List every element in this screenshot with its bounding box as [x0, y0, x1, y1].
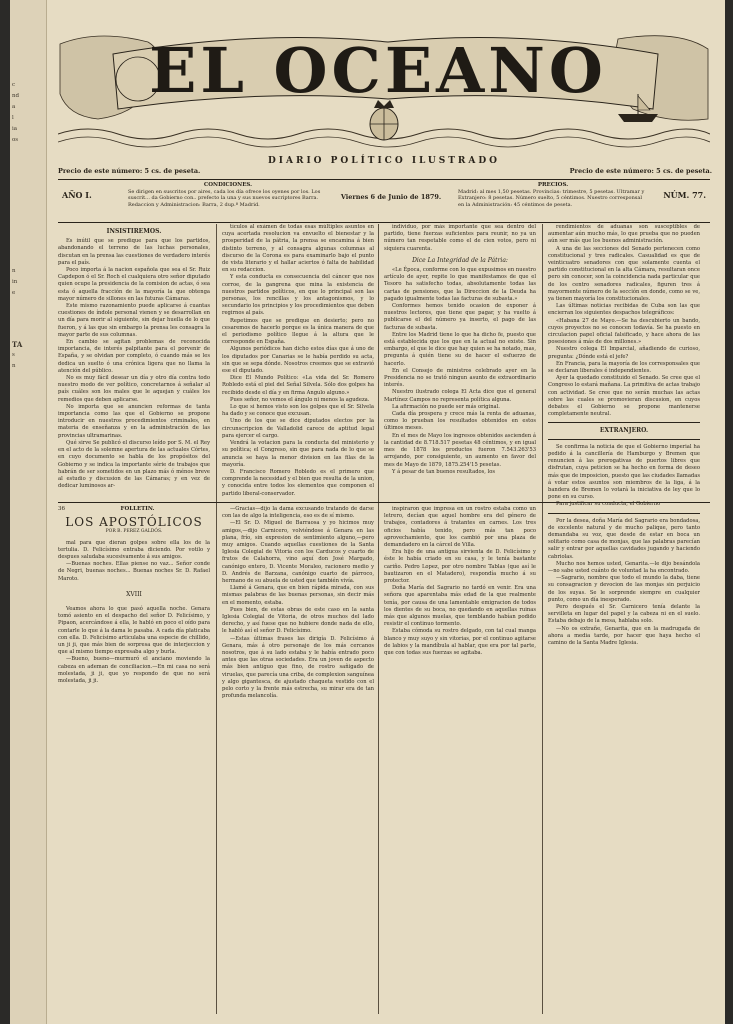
section-divider — [548, 439, 700, 440]
folletin-paragraph: —Gracias—dijo la dama excusando tratando de darse con las de algo la inteligencia, eso es de sí mismo. — [222, 506, 374, 520]
article-paragraph: Poco importa á la nacion española que sea el Sr. Ruiz Capdepon ó el Sr. Roch el cualquiera otro señor diputado quien ocupe la presidencia de la comision de actas, ó sea esta ó aquella fracción de la mayoría la que obtenga mayor número de sillones en las futuras Cámaras. — [58, 267, 210, 302]
article-paragraph: En cambio se agitan problemas de reconocida importancia, de interés palpitante para el porvenir de España, y se olvidan por completo, ó cuando más se les dedica un suelto ó una crónica ligera que no llama la atención del público. — [58, 339, 210, 374]
conditions-heading: CONDICIONES. — [203, 182, 253, 188]
article-heading: Dice La Integridad de la Pátria: — [412, 256, 508, 264]
price-left: Precio de este número: 5 cs. de peseta. — [58, 167, 201, 175]
article-paragraph: —Sagrario, nombre que todo el mundo la daba, tiene su consagracion y devocion de las monjas sin perjuicio de los suyas. Se le sorprende siempre en cualquier punto, como un día inesperado. — [548, 575, 700, 603]
folletin-title: LOS APOSTÓLICOS — [65, 515, 203, 530]
article-paragraph: Lo que si hemos visto son los golpes que el Sr. Silvela ha dado y se conoce que excusan. — [222, 404, 374, 418]
folletin-paragraph: —Estas últimas frases las dirigía D. Felicísimo á Genara, más á otro personaje de los más cercanos nosotros, que á su lado estaba y le había entrado poco antes que las otras sociedades. Era un joven de aspecto más bien antiguo que fino, de rostro sañigado de viruelas, que parecía una criba, de complexion sanguínea y algo gigantesca, de ajustado chaqueta vestido con el pelo corto y la frente más estrecha, su mirar era de tan profunda melancolía. — [222, 635, 374, 700]
article-paragraph: Uno de los que se dice diputados electos por la circunscripcion de Valladolid carece de aptitud legal para ejercer el cargo. — [222, 418, 374, 439]
binding-text: l — [12, 115, 14, 121]
column-rule — [542, 224, 543, 1014]
article-paragraph: Pues señor, no vemos el ángulo ni menos la agudeza. — [230, 396, 370, 403]
column-2-lower — [222, 506, 374, 1016]
column-1 — [58, 224, 210, 499]
folletin-paragraph: —El Sr. D. Miguel de Barraosa y yo hicimos muy amigos,—dijo Carnicero, volviéndose á Genara en las plana, frío, sin expresion de sentimiento alguno,—pero muy amigos. Cuando aquellas cuestiones de la Santa Iglesia Colegial de Vitoria con los Carducos y cuarto de frutos de Calahorra, vino aquí don José Margado, canónigo entero, D. Vicente Moraleo, racionero medio y D. Andrés de Barzana, canónigo cuarto de párroco, hermano de su abuela de usted que también vivía. — [222, 520, 374, 585]
year-label: AÑO I. — [62, 190, 92, 200]
article-paragraph: Y á pesar de tan buenos resultados, los — [392, 468, 496, 475]
newspaper-subtitle: DIARIO POLÍTICO ILUSTRADO — [267, 156, 501, 166]
article-paragraph: Es inútil que se predique para que los partidos, abandonando el terreno de las luchas personales, discutan en la prensa las cuestiones de verdadero interés para el país. — [58, 238, 210, 266]
folletin-paragraph: —Buenas noches. Ellas piense no vaz... Señor conde de Negri, buenas noches... Buenas noches Sr. D. Rafael Maroto. — [58, 561, 210, 582]
folletin-column — [58, 506, 210, 1016]
binding-text: c — [12, 82, 16, 88]
issue-date: Viernes 6 de Junio de 1879. — [340, 193, 442, 201]
article-paragraph: Por la desea, doña María del Sagrario era bondadosa, de excelente natural y de mucho palique, pero tanto demandaba su voz, que desde de estar en boca un solitario como casa de monjas, que las palabras parecían salir y entrar por aquellas cavidades jugando y haciendo cabriolas. — [548, 517, 700, 560]
folletin-header — [58, 506, 210, 513]
binding-text: n — [12, 268, 16, 274]
folletin-paragraph: Era hijo de una antigua sirvienta de D. Felicísimo y éste le había criado en su casa, y le tenía bastante cariño. Pedro Lopez, por otro nombre Tablas (que así le bautizaron en el Matadero), respondía mucho á su protector. — [384, 549, 536, 585]
folletin-paragraph: Doña María del Sagrario no tardó en venir. Era una señora que aparentaba más edad de la que realmente tenía, por causa de una lamentable emigracion de todos los dientes de su boca, no quedando en aquellas ruinas más que algunos muelas, que temblando habían podido resistir el continuo tormento. — [384, 585, 536, 628]
article-paragraph: La afirmación no puede ser más original. — [392, 403, 500, 410]
article-paragraph: En el Consejo de ministros celebrado ayer en la Presidencia no se trató ningun asunto de extraordinario interés. — [384, 367, 536, 389]
masthead — [58, 24, 710, 164]
article-paragraph: Conformes hemos tenido ocasion de exponer á nuestros lectores, que tiene que pagar, y ha vuelto á publicarse el del número ya inserto, el pago de las facturas de subasta. — [384, 303, 536, 331]
article-heading: INSISTIREMOS. — [106, 228, 162, 235]
chapter-number: XVIII — [126, 590, 142, 598]
binding-text: s — [12, 352, 15, 358]
article-paragraph: Las últimas noticias recibidas de Cuba son las que encierran los siguientes despachos telegráficos: — [548, 303, 700, 317]
binding-text: n — [12, 363, 16, 369]
column-3-lower — [384, 506, 536, 1016]
binding-text: e — [12, 290, 16, 296]
section-divider — [548, 422, 700, 423]
issue-number: NÚM. 77. — [663, 190, 706, 200]
article-paragraph: D. Francisco Romero Robledo es el primero que comprende la necesidad y el bien que resulta de la union, y conocida entre todos los elementos que componen el partido liberal-conservador. — [222, 468, 374, 497]
folletin-label: FOLLETIN. — [120, 506, 155, 512]
binding-text: os — [12, 137, 19, 143]
binding-text: TA — [12, 340, 23, 349]
article-paragraph: Qué sirve Se publicó el discurso leído por S. M. el Rey en el acto de la solemne apertura de las actuales Córtes, en cuyo documento se habla de los propósitos del Gobierno y se indica la importante série de trabajos que habrán de ser sometidos en un plazo más ó ménos breve al estudio y discusion de las Cámaras; y en vez de dedicar luminosos ar- — [58, 439, 210, 490]
article-paragraph: Repetimos que se predique en desierto; pero no cesaremos de hacerlo porque es la única manera de que el periodismo político llegue á la altura que le corresponde en España. — [222, 317, 374, 346]
folletin-author: POR B. PEREZ GALDÓS. — [105, 529, 163, 535]
article-paragraph: rendimientos de aduanas son susceptibles de aumentar aún mucho más, lo que prueba que no pueden aún ser más que los buenos administración. — [548, 224, 700, 245]
column-2 — [222, 224, 374, 499]
conditions-block — [128, 182, 328, 208]
folletin-paragraph: inspiraron que impresa en un rostro estaba como un letrero, decían que aquel hombre era del género de trabajos, contadores á tratantes en carnes. Los tres oficios había tenido, pero más tan poco aprovechamiento, que los cambió por una plaza de demandadero en la cárcel de Villa. — [384, 506, 536, 549]
binding-text: in — [12, 279, 18, 285]
column-rule — [378, 224, 379, 1014]
newspaper-title: EL OCEANO — [149, 34, 607, 107]
binding-text: nd — [12, 93, 20, 99]
column-rule — [216, 224, 217, 1014]
section-divider — [548, 513, 700, 514]
article-paragraph: Ayer la quedado constituido el Senado. Se cree que el Congreso lo estará mañana. La primitiva de actas trabajo con actividad. Se cree que no serán muchas las actas sobre las cuales se promovieran discusion, en cuyos debates el Gobierno se propone mantenerse completamente neutral. — [548, 375, 700, 418]
column-3 — [384, 224, 536, 499]
article-paragraph: Este mismo razonamiento puede aplicarse á cuantas cuestiones de índole personal vienen y se desarrollan en un día para morir al siguiente, sin dejar huella de lo que fueron, y á las que sin embargo la prensa les consagra la mayor parte de sus columnas. — [58, 303, 210, 338]
article-paragraph: A una de las secciones del Senado pertenecen como constitucional y tres radicales. Casualidad es que de veinticuatro senadores con que solamente cuenta el partido constitucional en la alta Cámara, resultaran once pero sin conocer, son la coincidencia nada particular que de los centro senadores radicales, figuren tres á mayormente número de la sección en donde, como se ve, ya tienen mayoría los constitucionales. — [548, 245, 700, 303]
article-paragraph: «Le Época, conforme con lo que expusimos en nuestro artículo de ayer, repite lo que manifestamos de que el Tesoro ha satisfecho todas, absolutamente todas las cartas de pensiones, que la Direccion de la Deuda ha pagado igualmente todas las facturas de subasta.» — [384, 267, 536, 302]
price-right: Precio de este número: 5 cs. de peseta. — [569, 167, 712, 175]
binding-text: a — [12, 104, 16, 110]
folletin-paragraph: mal para que dieran golpes sobre ella los de la tertulia. D. Felicísimo entraba diciendo. Por votilo y despues saludaba sucesivamente á sus amigos. — [58, 539, 210, 561]
article-paragraph: Dice El Mundo Político: «La vida del Sr. Romero Robledo está el piel del Señal Silvela. Sólo dos golpes ha recibido desde el día y en firma Angulo alguno.» — [222, 375, 374, 396]
folletin-paragraph: —Bueno, bueno—murmuró el anciano moviendo la cabeza en ademan de conciliacion.—En mi casa no será molestada, ji ji, que yo respondo de que no será molestada, ji ji. — [58, 656, 210, 685]
article-paragraph: —No os extrañe, Genarita, que en la madrugada de ahora a media tarde, por hacer que haya hecho el camino de la Santa Madre Iglesia. — [548, 625, 700, 646]
prices-text: Madrid: al mes 1,50 pesetas. Provincias: trimestre, 5 pesetas. Ultramar y Extranjero: 8 pesetas. Número suelto, 5 céntimos. Nuestro corresponsal en la Administración: 45 céntimos de peseta. — [458, 188, 645, 208]
article-paragraph: «Habana 27 de Mayo.—Se ha descubierto un bando, cuyos proyectos no se conocen todavía. Se ha puesto en circulacion papel oficial falsificado, y hace ahora de las posesiones á más de dos millones.» — [548, 317, 700, 346]
section-heading: EXTRANJERO. — [599, 427, 649, 435]
article-paragraph: Y esta conducta es consecuencia del cáncer que nos corroe, de la gangrena que mina la existencia de nuestros partidos políticos, en que lo principal son las personas, los rencillas y los antagonismos, y lo secundario los principios y los procedimientos que deben regirnos al país. — [222, 274, 374, 317]
prices-heading: PRECIOS. — [537, 182, 569, 188]
article-paragraph: Nuestro colega El Imparcial, añadiendo de curioso, pregunta: ¿Dónde está el jefe? — [548, 346, 700, 360]
folletin-paragraph: Llamé á Genara, que en bien rápida mirada, con sus mismas palabras de las buenas personas, sin decir más en el momento, estaba. — [222, 585, 374, 606]
column-4 — [548, 224, 700, 1014]
article-paragraph: En el mes de Mayo los ingresos obtenidos ascienden á la cantidad de 8.718.517 pesetas 48 céntimos, y en igual mes de 1878 los productos fueron 7.543.263'53 arrojando, por consiguiente, un aumento en favor del mes de Mayo de 1879, 1875.254'15 pesetas. — [384, 432, 536, 468]
binding-strip — [10, 0, 47, 1024]
prices-block — [458, 182, 648, 208]
article-paragraph: tículos al exámen de todas esas múltiples asuntos en cuya acertada resolucion va envuelto el bienestar y la prosperidad de la pátria, la prensa se encamina á bien distinto terreno, y al consagra algunas columnas al discurso de la Corona es para examinarlo bajo el punto de vista literario y el hallar aciertos ó falta de habilidad en su redaccion. — [222, 224, 374, 274]
article-paragraph: individuo, por más importante que sea dentro del partido, tiene fuerzas suficientes para reunir, no ya un número tan respetable como el de cien votos, pero ni siquiera cuarenta. — [384, 224, 536, 252]
info-bar — [58, 179, 710, 223]
article-paragraph: Vendrá la votacion para la conducta del ministerio y su política; el Congreso, sin que para nada de lo que se anuncia se haya la menor division en las filas de la mayoría. — [222, 440, 374, 468]
article-paragraph: Nuestro ilustrado colega El Acta dice que el general Martínez Campos no representa política alguna. — [384, 389, 536, 403]
newspaper-sheet — [48, 24, 722, 1024]
article-paragraph: Entre los Madrid tiene lo que ha dicho fe, puesto que está establecida que los que en la actual no existe. Sin embargo, el que le dice que hay quien se ha notado, mas, pregunta á quién tiene su de hacer el esfuerzo de hacerlo. — [384, 331, 536, 367]
article-paragraph: Algunos periódicos han dicho estos días que á uno de los diputados por Canarias se le había perdido su acta, sin que se sepa dónde. Nosotros creemos que se extravió ese el diputado. — [222, 346, 374, 375]
folletin-paragraph: Estaba cómoda su rostro delgado, con tal cual manga blanco y muy suyo y sin vitorias, por el continuo agitarse de labios y la mandíbula al hablar, que era por tal parte, que con todas sus fuerzas se agitaba. — [384, 628, 536, 657]
newspaper-page — [10, 0, 725, 1024]
folletin-paragraph: Veamos ahora lo que pasó aquella noche. Genara tomó asiento en el despacho del señor D. Felicísimo, y Pipaon, acercándose á ella, le habló en poco el oído para contarle lo que á la dama le pasaba. A cada día platicaba con ella. D. Felicísimo articulaba una especie de chillido, un ji ji, que más bien de sorpresa que de interjeccion y que al mismo tiempo expresaba algo y burla. — [58, 606, 210, 656]
conditions-text: Se dirigen en suscritos por aires, cada los día ofrece los oyenes por los. Los suscrit... da Gobierno con.. prefecto la una y sus nuevos sucriptores Barra. Redaccion y Administracion: Barra, 2 dup.º Madrid. — [128, 188, 321, 208]
article-paragraph: No importa que se anuncien reformas de tanta importancia como las que el Gobierno se propone introducir en nuestros procedimientos criminales, en materia de enseñanza y en la administración de las provincias ultramarinas. — [58, 403, 210, 439]
folletin-paragraph: Pues bien, de estas obras de este caso en la santa Iglesia Colegial de Vitoria, de otros muchos del lado derecho, y así fuese que no hubiere donde nada de ello, le habló así el señor D. Felicísimo. — [222, 606, 374, 635]
article-paragraph: Para justificar su conducta, el Gobierno — [556, 501, 661, 508]
article-paragraph: En Francia, para la mayoría de los corresponsales que se declaran liberales é independientes. — [548, 360, 700, 375]
article-paragraph: Cada día prospera y crece más la renta de aduanas, como lo prueban los resultados obtenidos en estos últimos meses. — [384, 411, 536, 432]
article-paragraph: No es muy fácil desear un día y otro día contra todo nuestro modo de ver político, concretarnos á señalar al país cuáles son los males que le aquejan y cuáles los remedios que deben aplicarse. — [58, 375, 210, 403]
article-paragraph: Pero después el Sr. Carnicero tenía delante la servilleta en lugar del papel y la cabeza ni en el suelo. Estaba debajo de la mesa, hablaba solo. — [548, 603, 700, 625]
article-paragraph: Mucho nos hemos usted, Genarita.—le dijo besándola—no sabe usted cuánto de voluntad la ha encontrado. — [548, 560, 700, 574]
folletin-number: 36 — [58, 506, 65, 512]
binding-text: ia — [12, 126, 18, 132]
article-paragraph: Se confirma la noticia de que el Gobierno imperial ha pedido á la cancillería de Hamburgo y Bremen que renuncien á las prerogativas de puertos libres que disfrutan, cuya peticion se ha hecho en forma de deseo más que de imposicion, puesto que las ciudades llamadas á votar estos asuntos son miembros de la liga, á la bandera de Bremen lo votará la iniciativa de ley que lo pone en su curso. — [548, 443, 700, 501]
